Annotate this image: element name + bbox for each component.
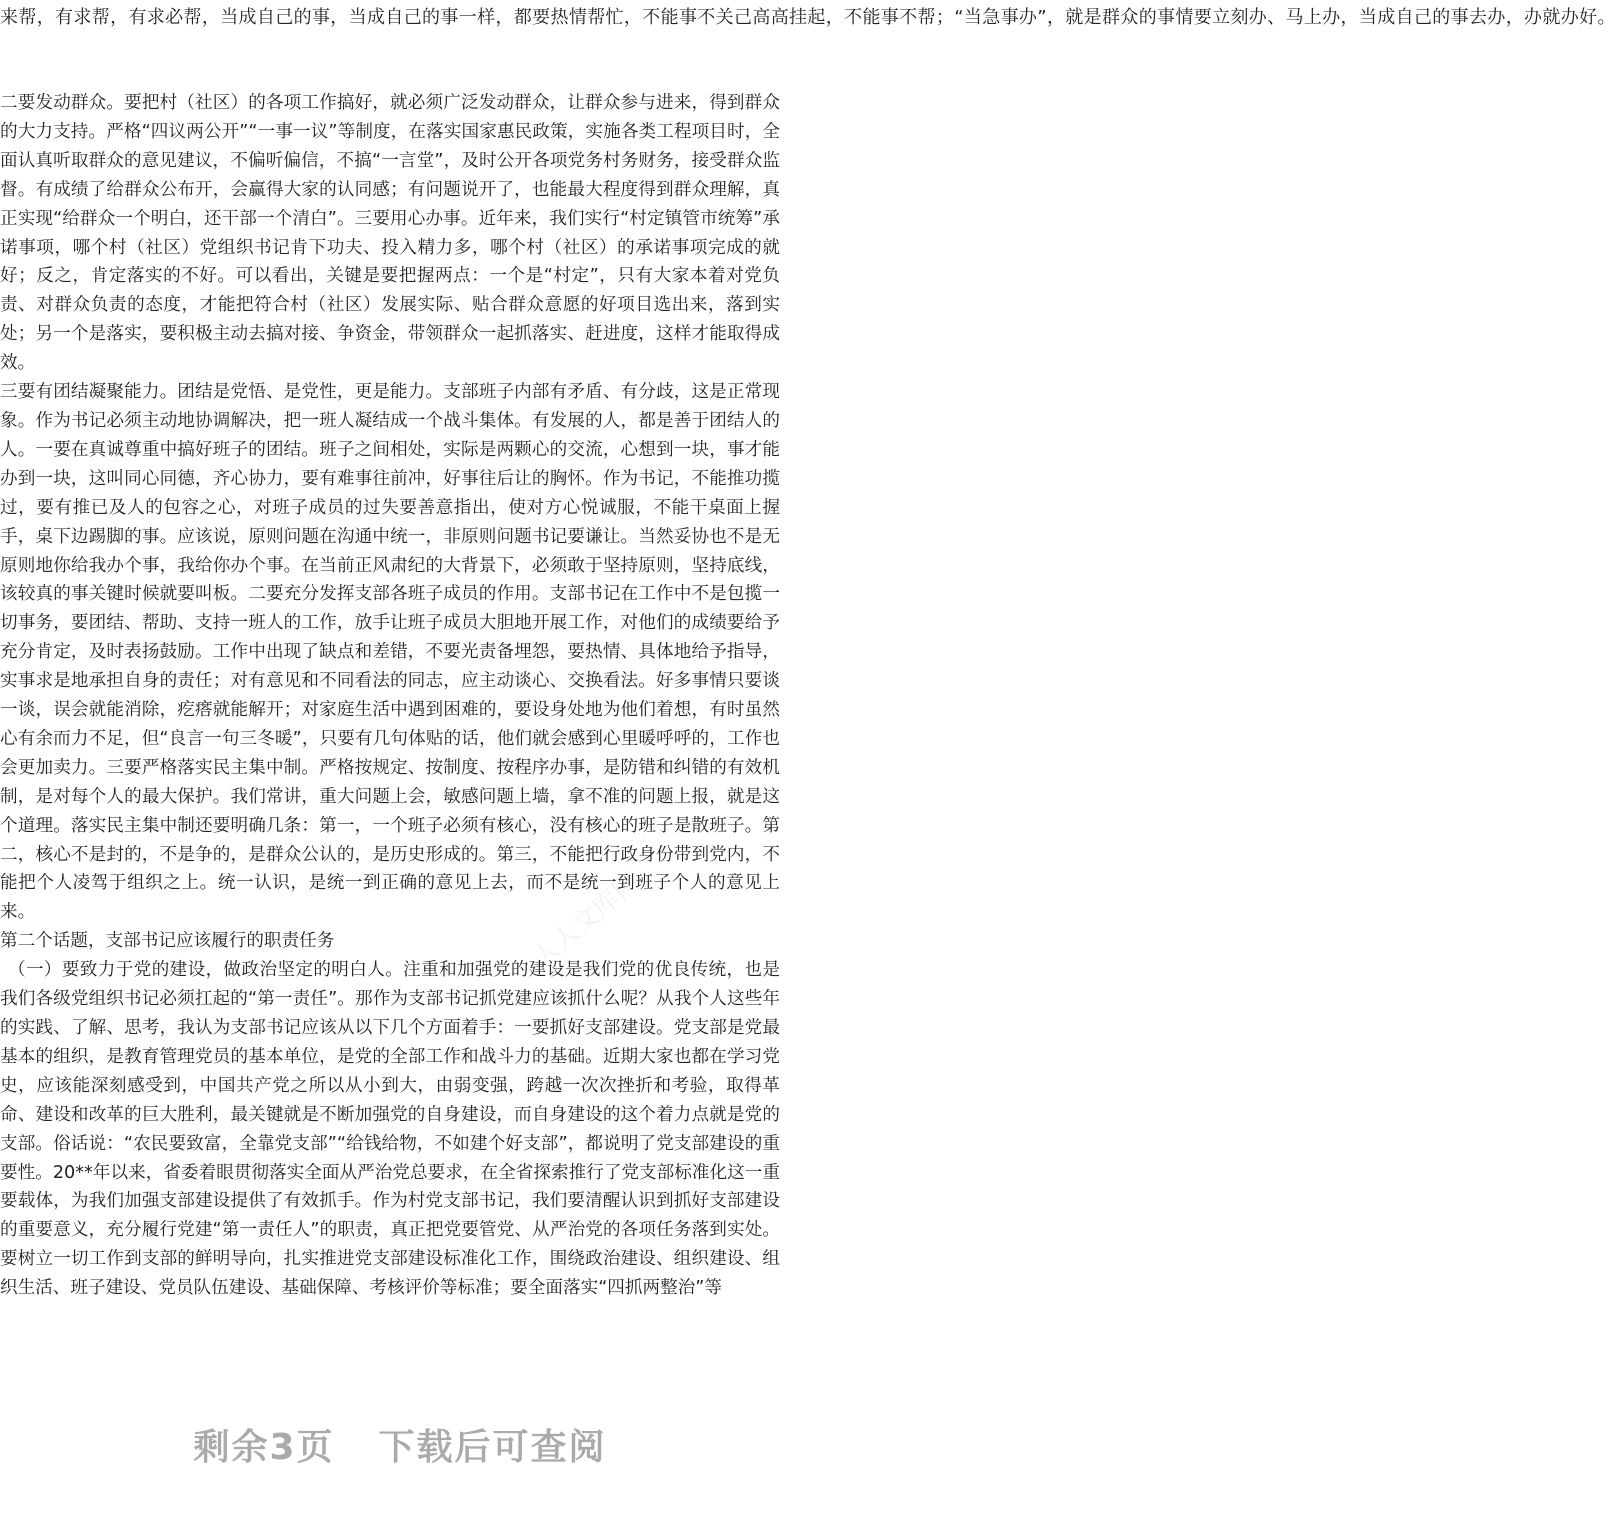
download-prompt[interactable] [0,1420,800,1476]
top-fragment-text: 来帮，有求帮，有求必帮，当成自己的事，当成自己的事一样，都要热情帮忙，不能事不关己高高挂起，不能事不帮；“当急事办”，就是群众的事情要立刻办、马上办，当成自己的事去办，办就办好。 [0,7,1616,28]
paragraph-mobilize-masses: 二要发动群众。要把村（社区）的各项工作搞好，就必须广泛发动群众，让群众参与进来，得到群众的大力支持。严格“四议两公开”“一事一议”等制度，在落实国家惠民政策，实施各类工程项目时，全面认真听取群众的意见建议，不偏听偏信，不搞“一言堂”，及时公开各项党务村务财务，接受群众监督。有成绩了给群众公布开，会赢得大家的认同感；有问题说开了，也能最大程度得到群众理解，真正实现“给群众一个明白，还干部一个清白”。三要用心办事。近年来，我们实行“村定镇管市统筹”承诺事项，哪个村（社区）党组织书记肯下功夫、投入精力多，哪个村（社区）的承诺事项完成的就好；反之，肯定落实的不好。可以看出，关键是要把握两点：一个是“村定”，只有大家本着对党负责、对群众负责的态度，才能把符合村（社区）发展实际、贴合群众意愿的好项目选出来，落到实处；另一个是落实，要积极主动去搞对接、争资金，带领群众一起抓落实、赶进度，这样才能取得成效。 [0,93,780,374]
document-body [0,89,780,1303]
paragraph-unity-cohesion: 三要有团结凝聚能力。团结是党悟、是党性，更是能力。支部班子内部有矛盾、有分歧，这是正常现象。作为书记必须主动地协调解决，把一班人凝结成一个战斗集体。有发展的人，都是善于团结人的人。一要在真诚尊重中搞好班子的团结。班子之间相处，实际是两颗心的交流，心想到一块，事才能办到一块，这叫同心同德，齐心协力，要有难事往前冲，好事往后让的胸怀。作为书记，不能推功揽过，要有推已及人的包容之心，对班子成员的过失要善意指出，使对方心悦诚服，不能干桌面上握手，桌下边踢脚的事。应该说，原则问题在沟通中统一，非原则问题书记要谦让。当然妥协也不是无原则地你给我办个事，我给你办个事。在当前正风肃纪的大背景下，必须敢于坚持原则，坚持底线，该较真的事关键时候就要叫板。二要充分发挥支部各班子成员的作用。支部书记在工作中不是包揽一切事务，要团结、帮助、支持一班人的工作，放手让班子成员大胆地开展工作，对他们的成绩要给予充分肯定，及时表扬鼓励。工作中出现了缺点和差错，不要光责备埋怨，要热情、具体地给予指导，实事求是地承担自身的责任；对有意见和不同看法的同志，应主动谈心、交换看法。好多事情只要谈一谈，误会就能消除，疙瘩就能解开；对家庭生活中遇到困难的，要设身处地为他们着想，有时虽然心有余而力不足，但“良言一句三冬暖”，只要有几句体贴的话，他们就会感到心里暖呼呼的，工作也会更加卖力。三要严格落实民主集中制。严格按规定、按制度、按程序办事，是防错和纠错的有效机制，是对每个人的最大保护。我们常讲，重大问题上会，敏感问题上墙，拿不准的问题上报，就是这个道理。落实民主集中制还要明确几条：第一，一个班子必须有核心，没有核心的班子是散班子。第二，核心不是封的，不是争的，是群众公认的，是历史形成的。第三，不能把行政身份带到党内，不能把个人凌驾于组织之上。统一认识，是统一到正确的意见上去，而不是统一到班子个人的意见上来。 [0,382,780,923]
section-heading: 第二个话题，支部书记应该履行的职责任务 [0,931,335,952]
download-to-view-link[interactable]: 下载后可查阅 [378,1427,607,1468]
remaining-pages-label: 剩余3页 [193,1427,335,1468]
watermark: 人人文库网 [527,867,647,974]
truncated-top-line [0,0,1616,34]
paragraph-party-building: （一）要致力于党的建设，做政治坚定的明白人。注重和加强党的建设是我们党的优良传统，也是我们各级党组织书记必须扛起的“第一责任”。那作为支部书记抓党建应该抓什么呢？从我个人这些年的实践、了解、思考，我认为支部书记应该从以下几个方面着手：一要抓好支部建设。党支部是党最基本的组织，是教育管理党员的基本单位，是党的全部工作和战斗力的基础。近期大家也都在学习党史，应该能深刻感受到，中国共产党之所以从小到大，由弱变强，跨越一次次挫折和考验，取得革命、建设和改革的巨大胜利，最关键就是不断加强党的自身建设，而自身建设的这个着力点就是党的支部。俗话说：“农民要致富，全靠党支部”“给钱给物，不如建个好支部”，都说明了党支部建设的重要性。20**年以来，省委着眼贯彻落实全面从严治党总要求，在全省探索推行了党支部标准化这一重要载体，为我们加强支部建设提供了有效抓手。作为村党支部书记，我们要清醒认识到抓好支部建设的重要意义，充分履行党建“第一责任人”的职责，真正把党要管党、从严治党的各项任务落到实处。要树立一切工作到支部的鲜明导向，扎实推进党支部建设标准化工作，围绕政治建设、组织建设、组织生活、班子建设、党员队伍建设、基础保障、考核评价等标准；要全面落实“四抓两整治”等 [0,960,780,1299]
